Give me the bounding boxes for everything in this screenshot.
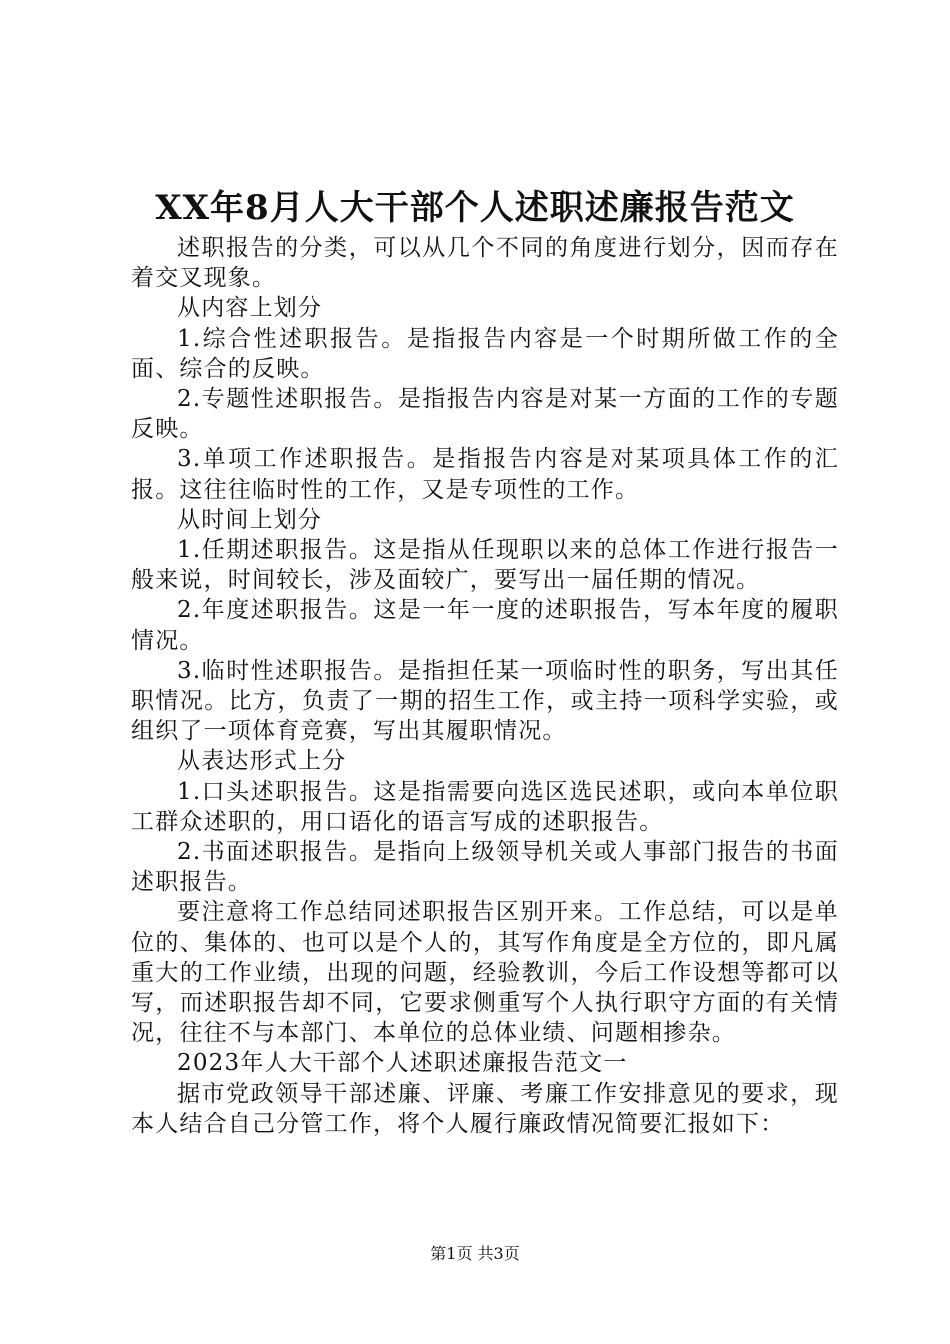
document-title: XX年8月人大干部个人述职述廉报告范文 xyxy=(155,188,795,228)
section-heading: 2023年人大干部个人述职述廉报告范文一 xyxy=(177,1050,628,1077)
section-heading: 从表达形式上分 xyxy=(177,748,347,775)
section-heading: 从内容上划分 xyxy=(177,295,323,322)
paragraph: 1.口头述职报告。这是指需要向选区选民述职，或向本单位职工群众述职的，用口语化的语言写成的述职报告。 xyxy=(131,778,839,835)
paragraph: 2.专题性述职报告。是指报告内容是对某一方面的工作的专题反映。 xyxy=(131,386,839,443)
paragraph: 1.任期述职报告。这是指从任现职以来的总体工作进行报告一般来说，时间较长，涉及面较广，要写出一届任期的情况。 xyxy=(131,537,839,594)
paragraph: 据市党政领导干部述廉、评廉、考廉工作安排意见的要求，现本人结合自己分管工作，将个人履行廉政情况简要汇报如下： xyxy=(131,1080,839,1137)
page-footer: 第1页 共3页 xyxy=(430,1244,520,1263)
section-heading: 从时间上划分 xyxy=(177,506,323,533)
paragraph: 2.书面述职报告。是指向上级领导机关或人事部门报告的书面述职报告。 xyxy=(131,839,839,896)
paragraph: 述职报告的分类，可以从几个不同的角度进行划分，因而存在着交叉现象。 xyxy=(131,235,839,292)
paragraph: 2.年度述职报告。这是一年一度的述职报告，写本年度的履职情况。 xyxy=(131,597,839,654)
paragraph: 要注意将工作总结同述职报告区别开来。工作总结，可以是单位的、集体的、也可以是个人的，其写作角度是全方位的，即凡属重大的工作业绩，出现的问题，经验教训，今后工作设想等都可以写，而述职报告却不同，它要求侧重写个人执行职守方面的有关情况，往往不与本部门、本单位的总体业绩、问题相掺杂。 xyxy=(131,899,839,1047)
paragraph: 3.单项工作述职报告。是指报告内容是对某项具体工作的汇报。这往往临时性的工作，又是专项性的工作。 xyxy=(131,446,839,503)
paragraph: 1.综合性述职报告。是指报告内容是一个时期所做工作的全面、综合的反映。 xyxy=(131,325,839,382)
paragraph: 3.临时性述职报告。是指担任某一项临时性的职务，写出其任职情况。比方，负责了一期的招生工作，或主持一项科学实验，或组织了一项体育竞赛，写出其履职情况。 xyxy=(131,657,839,745)
document-body xyxy=(131,233,839,1139)
